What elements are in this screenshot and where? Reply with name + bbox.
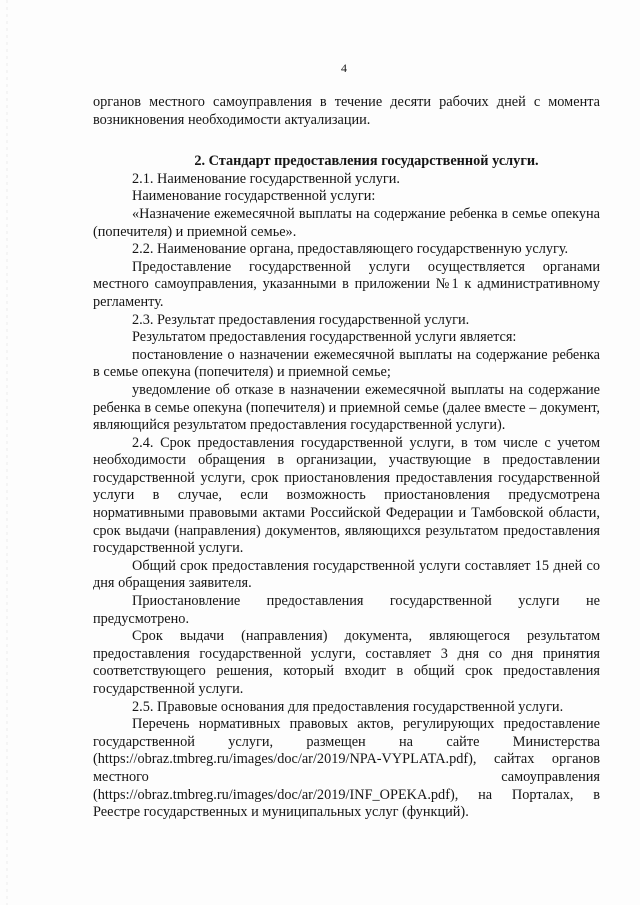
paragraph-2-4: 2.4. Срок предоставления государственной услуги, в том числе с учетом необходимости обращения в организации, участвующие в предоставлении государственной услуги, срок приостановления предоставления государственной услуги в случае, если возможность приостановления предусмотрена нормативными правовыми актами Российской Федерации и Тамбовской области, срок выдачи (направления) документов, являющихся результатом предоставления государственной услуги. [93,434,600,557]
paragraph: уведомление об отказе в назначении ежемесячной выплаты на содержание ребенка в семье опекуна (попечителя) и приемной семье (далее вместе – документ, являющийся результатом предоставления государственной услуги). [93,381,600,434]
paragraph: Результатом предоставления государственной услуги является: [132,329,517,346]
paragraph-2-5: 2.5. Правовые основания для предоставления государственной услуги. [132,698,564,715]
paragraph-2-1: 2.1. Наименование государственной услуги. [132,170,400,187]
paragraph-continuation: органов местного самоуправления в течение десяти рабочих дней с момента возникновения необходимости актуализации. [93,94,600,128]
paragraph: Наименование государственной услуги: [132,188,376,205]
paragraph-legal-acts: Перечень нормативных правовых актов, регулирующих предоставление государственной услуги, размещен на сайте Министерства (https://obraz.tmbreg.ru/images/doc/ar/2019/NPA-VYPLATA.pdf), сайтах органов местного самоуправления (https://obraz.tmbreg.ru/images/doc/ar/2019/INF_OPEKA.pdf), на Порталах, в Реестре государственных и муниципальных услуг (функций). [93,716,600,821]
document-body [93,94,600,822]
paragraph: Предоставление государственной услуги осуществляется органами местного самоуправления, указанными в приложении №1 к административному регламенту. [93,258,600,310]
scan-edge-artifact [6,0,8,905]
paragraph-2-3: 2.3. Результат предоставления государственной услуги. [132,311,470,328]
paragraph: «Назначение ежемесячной выплаты на содержание ребенка в семье опекуна (попечителя) и приемной семье». [93,205,600,240]
paragraph: постановление о назначении ежемесячной выплаты на содержание ребенка в семье опекуна (попечителя) и приемной семье; [93,346,600,381]
paragraph-2-2: 2.2. Наименование органа, предоставляющего государственную услугу. [132,241,569,258]
paragraph: Срок выдачи (направления) документа, являющегося результатом предоставления государственной услуги, составляет 3 дня со дня принятия соответствующего решения, который входит в общий срок предоставления государственной услуги. [93,628,600,697]
paragraph: Общий срок предоставления государственной услуги составляет 15 дней со дня обращения заявителя. [93,557,600,592]
paragraph: Приостановление предоставления государственной услуги не предусмотрено. [93,593,600,627]
section-heading: 2. Стандарт предоставления государственной услуги. [194,153,539,170]
page-number: 4 [341,61,347,75]
